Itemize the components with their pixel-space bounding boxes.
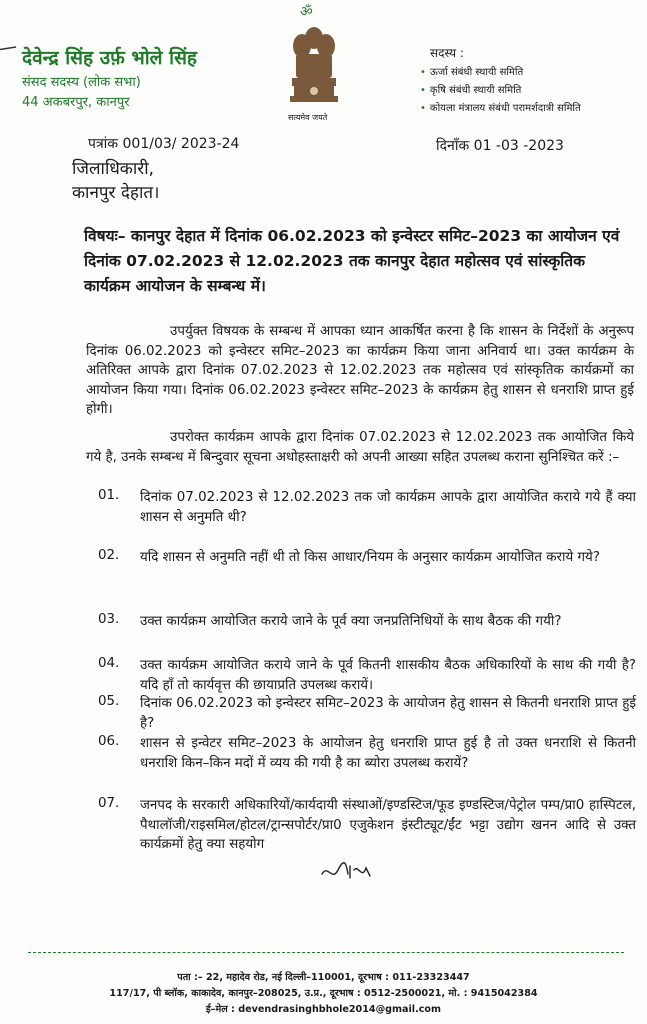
bullet-icon: • xyxy=(420,85,426,96)
item-number: 02. xyxy=(98,548,120,563)
bullet-icon: • xyxy=(420,67,426,78)
list-item: दिनांक 06.02.2023 को इन्वेस्टर समिट–2023 के आयोजन हेतु शासन से कितनी धनराशि प्राप्त हुई है? xyxy=(140,696,636,731)
addressee-title: जिलाधिकारी, xyxy=(72,159,155,179)
item-number: 07. xyxy=(98,796,120,811)
letter-subject: विषयः– कानपुर देहात में दिनांक 06.02.2023 को इन्वेस्टर समिट–2023 का आयोजन एवं दिनांक 07.02.2023 से 12.02.2023 तक कानपुर देहात महोत्सव एवं सांस्कृतिक कार्यक्रम आयोजन के सम्बन्ध में। xyxy=(84,227,620,296)
committee-item: • ऊर्जा संबंधी स्थायी समिति xyxy=(420,67,524,78)
item-number: 05. xyxy=(98,694,120,709)
committee-item: • कृषि संबंधी स्थायी समिति xyxy=(420,85,522,96)
list-item: जनपद के सरकारी अधिकारियों/कार्यदायी संस्थाओं/इण्डस्टिज/फूड इण्डस्टिज/पेट्रोल पम्प/प्रा0 हास्पिटल, पैथालॉजी/राइसमिल/होटल/ट्रान्सपोर्टर/प्रा0 एजुकेशन इंस्टीट्यूट/ईंट भट्टा उद्योग खनन आदि से उक्त कार्यक्रमों हेतु क्या सहयोग xyxy=(140,798,636,853)
list-item: शासन से इन्वेटर समिट–2023 के आयोजन हेतु धनराशि प्राप्त हुई है तो उक्त धनराशि से कितनी धनराशि किन–किन मदों में व्यय की गयी है का ब्योरा उपलब्ध करायें? xyxy=(140,736,636,771)
members-title: सदस्य : xyxy=(430,46,464,60)
handwritten-initials xyxy=(318,856,374,886)
item-number: 06. xyxy=(98,734,120,749)
reference-number: पत्रांक 001/03/ 2023-24 xyxy=(88,136,240,152)
bullet-icon: • xyxy=(420,103,426,114)
addressee-location: कानपुर देहात। xyxy=(72,183,160,203)
committee-item: • कोयला मंत्रालय संबंधी परामर्शदात्री समिति xyxy=(420,103,581,114)
binding-mark xyxy=(0,40,20,52)
list-item: दिनांक 07.02.2023 से 12.02.2023 तक जो कार्यक्रम आपके द्वारा आयोजित कराये गये हैं क्या शासन से अनुमति थी? xyxy=(140,490,636,525)
list-item: उक्त कार्यक्रम आयोजित कराये जाने के पूर्व क्या जनप्रतिनिधियों के साथ बैठक की गयी? xyxy=(140,614,562,629)
list-item: यदि शासन से अनुमति नहीं थी तो किस आधार/नियम के अनुसार कार्यक्रम आयोजित कराये गये? xyxy=(140,550,600,565)
om-symbol: ॐ xyxy=(300,4,313,20)
footer-address-delhi: पता :– 22, महादेव रोड, नई दिल्ली–110001, दूरभाष : 011-23323447 xyxy=(177,972,470,983)
item-number: 01. xyxy=(98,488,120,503)
body-paragraph-2: उपरोक्त कार्यक्रम आपके द्वारा दिनांक 07.02.2023 से 12.02.2023 तक आयोजित किये गये है, उनके सम्बन्ध में बिन्दुवार सूचना अधोहस्ताक्षरी को अपनी आख्या सहित उपलब्ध कराना सुनिश्चित करें :– xyxy=(86,430,634,465)
body-paragraph-1: उपर्युक्त विषयक के सम्बन्ध में आपका ध्यान आकर्षित करना है कि शासन के निर्देशों के अनुरूप दिनांक 06.02.2023 को इन्वेस्टर समिट–2023 का कार्यक्रम किया जाना अनिवार्य था। उक्त कार्यक्रम के अतिरिक्त आपके द्वारा दिनांक 07.02.2023 से 12.02.2023 तक महोत्सव एवं सांस्कृतिक कार्यक्रमों का आयोजन किया गया। दिनांक 06.02.2023 इन्वेस्टर समिट–2023 के कार्यक्रम हेतु शासन से धनराशि प्राप्त हुई होगी। xyxy=(86,324,634,418)
item-number: 04. xyxy=(98,656,120,671)
national-emblem-icon xyxy=(282,20,346,120)
list-item: उक्त कार्यक्रम आयोजित कराये जाने के पूर्व कितनी शासकीय बैठक अधिकारियों के साथ की गयी है? यदि हाँ तो कार्यवृत्त की छायाप्रति उपलब्ध करायें। xyxy=(140,658,636,693)
item-number: 03. xyxy=(98,612,120,627)
footer-email: ई–मेल : devendrasinghbhole2014@gmail.com xyxy=(205,1004,442,1015)
mp-designation: संसद सदस्य (लोक सभा) xyxy=(22,75,141,90)
letter-date: दिनाँक 01 -03 -2023 xyxy=(436,138,564,154)
emblem-motto: सत्यमेव जयते xyxy=(288,113,328,122)
mp-name: देवेन्द्र सिंह उर्फ़ भोले सिंह xyxy=(22,47,198,69)
footer-divider xyxy=(28,952,624,953)
footer-address-kanpur: 117/17, पी ब्लॉक, काकादेव, कानपुर–208025, उ.प्र., दूरभाष : 0512-2500021, मो. : 9415042384 xyxy=(109,988,538,999)
mp-address: 44 अकबरपुर, कानपुर xyxy=(22,95,130,110)
